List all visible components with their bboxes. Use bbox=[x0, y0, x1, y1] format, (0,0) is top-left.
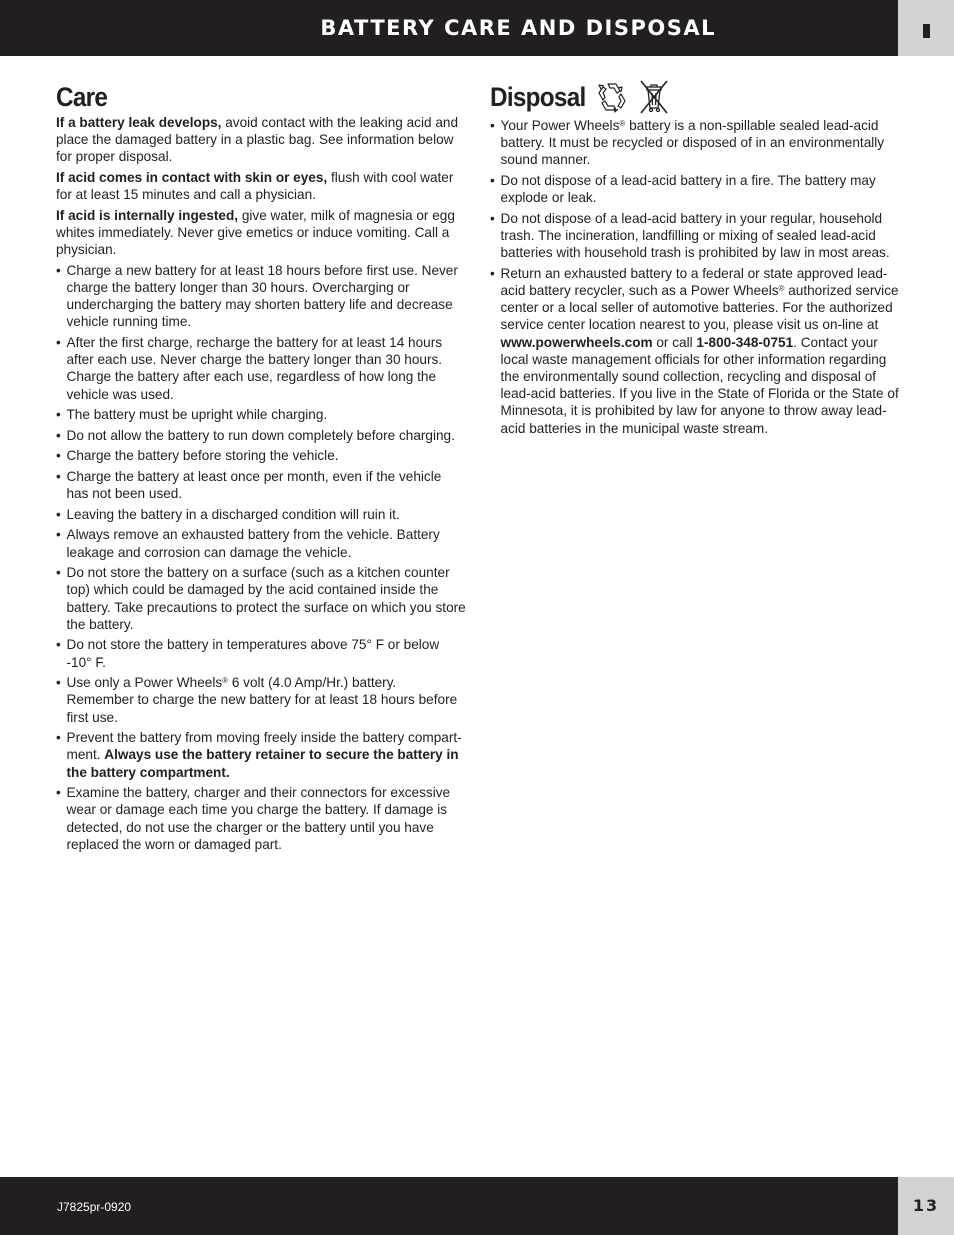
list-item-text: Do not store the battery in temperatures above 75° F or below -10° F. bbox=[66, 637, 440, 670]
page-number: 13 bbox=[912, 1196, 940, 1215]
warning-text: give water, milk of magnesia or egg whites immediately. Never give emetics or induce vomiting. Call a physician. bbox=[56, 207, 455, 258]
list-item: • After the first charge, recharge the battery for at least 14 hours after each use. Never charge the battery longer than 30 hours. Charge the battery after each use, regardless of how long the vehicle was used. bbox=[56, 335, 443, 402]
list-item-text: Prevent the battery from moving freely inside the battery compart-ment. bbox=[66, 730, 462, 763]
list-item-text: Charge the battery before storing the vehicle. bbox=[66, 448, 339, 464]
section-tab bbox=[898, 0, 954, 56]
document-code: J7825pr-0920 bbox=[57, 1200, 132, 1214]
warning-text: flush with cool water for at least 15 minutes and call a physician. bbox=[56, 170, 454, 203]
list-item: • Do not dispose of a lead-acid battery in your regular, household trash. The incineration, landfilling or mixing of sealed lead-acid batteries with household trash is prohibited by law in most areas. bbox=[490, 210, 890, 261]
care-paragraph bbox=[56, 169, 466, 203]
warning-lead: If a battery leak develops, bbox=[56, 115, 222, 130]
list-item-text: Charge the battery at least once per month, even if the vehicle has not been used. bbox=[66, 468, 442, 502]
list-item-text: 6 volt (4.0 Amp/Hr.) battery. Remember to charge the new battery for at least 18 hours before first use. bbox=[66, 675, 458, 725]
list-item: • The battery must be upright while charging. bbox=[56, 407, 328, 423]
disposal-heading: Disposal bbox=[490, 82, 586, 112]
list-item-text: The battery must be upright while charging. bbox=[66, 407, 328, 423]
warning-lead: If acid comes in contact with skin or eyes, bbox=[56, 170, 328, 185]
list-item: • Always remove an exhausted battery from the vehicle. Battery leakage and corrosion can damage the vehicle. bbox=[56, 527, 440, 560]
list-item: • Charge a new battery for at least 18 hours before first use. Never charge the battery longer than 30 hours. Overcharging or undercharging the battery may shorten battery life and decrease vehicle running time. bbox=[56, 262, 458, 330]
warning-lead: If acid is internally ingested, bbox=[56, 207, 239, 223]
list-item-text: . Contact your local waste management officials for other information regarding the environmentally sound collection, recycling and disposal of lead-acid batteries. If you live in the State of Florida or the State of Minnesota, it is prohibited by law for anyone to throw away lead-acid batteries in the municipal waste stream. bbox=[500, 334, 899, 436]
list-item: • Do not dispose of a lead-acid battery in a fire. The battery may explode or leak. bbox=[490, 173, 876, 206]
list-item: • Leaving the battery in a discharged condition will ruin it. bbox=[56, 506, 400, 522]
care-paragraph bbox=[56, 114, 466, 166]
list-item-text: After the first charge, recharge the battery for at least 14 hours after each use. Never charge the battery longer than 30 hours. Charge the battery after each use, regardless of how long the vehicle was used. bbox=[66, 335, 443, 402]
list-item: • Return an exhausted battery to a federal or state approved lead-acid battery recycler, such as a Power Wheels® authorized service center or a local seller of automotive batteries. For the authorized service center location nearest to you, please visit us on-line at www.powerwheels.com or call 1-800-348-0751. Contact your local waste management officials for other information regarding the environmentally sound collection, recycling and disposal of lead-acid batteries. If you live in the State of Florida or the State of Minnesota, it is prohibited by law for anyone to throw away lead-acid batteries in the municipal waste stream. bbox=[490, 265, 899, 436]
section-tab-marker bbox=[923, 24, 930, 38]
list-item-text: Do not dispose of a lead-acid battery in your regular, household trash. The incineration, landfilling or mixing of sealed lead-acid batteries with household trash is prohibited by law in most areas. bbox=[500, 210, 890, 261]
list-item-text: or call bbox=[652, 334, 697, 350]
list-item-text: Use only a Power Wheels bbox=[66, 675, 223, 691]
list-item-text: Your Power Wheels bbox=[500, 118, 620, 133]
warning-text: avoid contact with the leaking acid and place the damaged battery in a plastic bag. See information below for proper disposal. bbox=[56, 115, 458, 165]
list-item: • Do not store the battery on a surface (such as a kitchen counter top) which could be damaged by the acid contained inside the battery. Take precautions to protect the surface on which you store the battery. bbox=[56, 565, 466, 632]
list-item-text: Always remove an exhausted battery from the vehicle. Battery leakage and corrosion can damage the vehicle. bbox=[66, 527, 440, 560]
list-item-text: Examine the battery, charger and their connectors for excessive wear or damage each time you charge the battery. If damage is detected, do not use the charger or the battery until you have replaced the worn or damaged part. bbox=[66, 785, 451, 852]
list-item: • Do not allow the battery to run down completely before charging. bbox=[56, 427, 455, 443]
list-item: • Prevent the battery from moving freely inside the battery compart-ment. Always use the battery retainer to secure the battery in the battery compartment. bbox=[56, 730, 462, 780]
list-item: • Your Power Wheels® battery is a non-spillable sealed lead-acid battery. It must be recycled or disposed of in an environmentally sound manner. bbox=[490, 118, 885, 168]
disposal-list bbox=[490, 117, 902, 437]
list-item-emphasis: Always use the battery retainer to secure the battery in the battery compartment. bbox=[66, 747, 459, 780]
registered-mark: ® bbox=[619, 119, 626, 128]
list-item-text: Return an exhausted battery to a federal or state approved lead-acid battery recycler, such as a Power Wheels bbox=[500, 265, 888, 298]
list-item-text: authorized service center or a local seller of automotive batteries. For the authorized service center location nearest to you, please visit us on-line at bbox=[500, 283, 899, 333]
page-number-tab bbox=[898, 1177, 954, 1235]
list-item-text: Do not allow the battery to run down completely before charging. bbox=[66, 427, 455, 443]
care-list bbox=[56, 262, 466, 853]
list-item: • Use only a Power Wheels® 6 volt (4.0 Amp/Hr.) battery. Remember to charge the new battery for at least 18 hours before first use. bbox=[56, 675, 458, 725]
website-link[interactable]: www.powerwheels.com bbox=[500, 334, 653, 350]
registered-mark: ® bbox=[778, 284, 785, 293]
page-title: BATTERY CARE AND DISPOSAL bbox=[320, 16, 716, 40]
list-item: • Do not store the battery in temperatures above 75° F or below -10° F. bbox=[56, 637, 440, 670]
recycle-icon bbox=[594, 80, 630, 114]
no-trash-bin-icon bbox=[638, 79, 670, 115]
phone-number: 1-800-348-0751 bbox=[696, 334, 794, 350]
care-section bbox=[56, 80, 466, 856]
footer-bar bbox=[0, 1177, 898, 1235]
list-item: • Examine the battery, charger and their connectors for excessive wear or damage each time you charge the battery. If damage is detected, do not use the charger or the battery until you have replaced the worn or damaged part. bbox=[56, 785, 451, 852]
list-item-text: Leaving the battery in a discharged condition will ruin it. bbox=[66, 506, 400, 522]
list-item-text: Do not dispose of a lead-acid battery in a fire. The battery may explode or leak. bbox=[500, 173, 876, 206]
list-item-text: Charge a new battery for at least 18 hours before first use. Never charge the battery longer than 30 hours. Overcharging or undercharging the battery may shorten battery life and decrease vehicle running time. bbox=[66, 262, 458, 330]
list-item-text: Do not store the battery on a surface (such as a kitchen counter top) which could be damaged by the acid contained inside the battery. Take precautions to protect the surface on which you store the battery. bbox=[66, 565, 466, 632]
list-item-text: battery is a non-spillable sealed lead-acid battery. It must be recycled or disposed of in an environmentally sound manner. bbox=[500, 118, 885, 168]
care-paragraph bbox=[56, 207, 466, 259]
header-bar bbox=[0, 0, 898, 56]
registered-mark: ® bbox=[222, 676, 229, 686]
list-item: • Charge the battery before storing the vehicle. bbox=[56, 448, 339, 464]
care-heading: Care bbox=[56, 82, 108, 112]
disposal-section bbox=[490, 80, 902, 440]
list-item: • Charge the battery at least once per month, even if the vehicle has not been used. bbox=[56, 468, 442, 502]
